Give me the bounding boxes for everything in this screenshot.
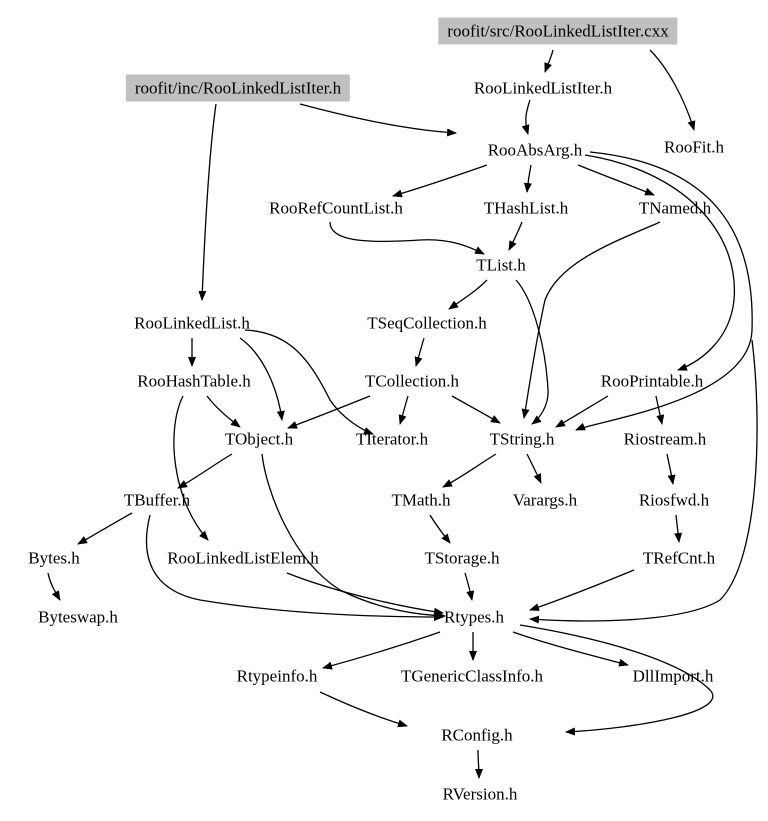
graph-node-roolinkedlistiter-h-inc[interactable]: roofit/inc/RooLinkedListIter.h <box>126 75 350 102</box>
graph-node-tlist-h[interactable]: TList.h <box>476 255 526 275</box>
graph-node-varargs-h[interactable]: Varargs.h <box>512 490 578 510</box>
graph-node-rversion-h[interactable]: RVersion.h <box>442 784 518 804</box>
graph-node-roorefcountlist-h[interactable]: RooRefCountList.h <box>269 198 403 218</box>
graph-node-tseqcollection-h[interactable]: TSeqCollection.h <box>367 313 487 333</box>
graph-node-riostream-h[interactable]: Riostream.h <box>623 429 707 449</box>
graph-node-tmath-h[interactable]: TMath.h <box>391 490 451 510</box>
graph-node-tnamed-h[interactable]: TNamed.h <box>638 198 712 218</box>
graph-node-tcollection-h[interactable]: TCollection.h <box>365 371 459 391</box>
graph-node-trefcnt-h[interactable]: TRefCnt.h <box>642 548 716 568</box>
graph-node-thashlist-h[interactable]: THashList.h <box>483 198 569 218</box>
graph-node-rooabsarg-h[interactable]: RooAbsArg.h <box>487 140 583 160</box>
graph-node-bytes-h[interactable]: Bytes.h <box>28 548 80 568</box>
graph-node-roolinkedlistelem-h[interactable]: RooLinkedListElem.h <box>167 548 319 568</box>
graph-node-tobject-h[interactable]: TObject.h <box>224 429 294 449</box>
graph-node-tstorage-h[interactable]: TStorage.h <box>424 548 500 568</box>
graph-node-roolinkedlist-h[interactable]: RooLinkedList.h <box>134 313 250 333</box>
graph-node-rtypes-h[interactable]: Rtypes.h <box>444 607 504 627</box>
graph-node-tbuffer-h[interactable]: TBuffer.h <box>123 490 191 510</box>
graph-node-riosfwd-h[interactable]: Riosfwd.h <box>638 490 710 510</box>
graph-node-roolinkedlistiter-cxx[interactable]: roofit/src/RooLinkedListIter.cxx <box>438 18 677 45</box>
graph-node-rtypeinfo-h[interactable]: Rtypeinfo.h <box>236 666 318 686</box>
graph-node-titerator-h[interactable]: TIterator.h <box>355 429 429 449</box>
graph-node-tgenericclassinfo-h[interactable]: TGenericClassInfo.h <box>400 666 544 686</box>
graph-node-dllimport-h[interactable]: DllImport.h <box>632 666 714 686</box>
graph-node-roofit-h[interactable]: RooFit.h <box>664 137 724 157</box>
graph-node-byteswap-h[interactable]: Byteswap.h <box>38 607 118 627</box>
graph-node-roohashtable-h[interactable]: RooHashTable.h <box>137 371 251 391</box>
graph-node-rconfig-h[interactable]: RConfig.h <box>441 725 513 745</box>
graph-node-rooprintable-h[interactable]: RooPrintable.h <box>600 371 704 391</box>
graph-node-roolinkedlistiter-h[interactable]: RooLinkedListIter.h <box>473 78 613 98</box>
graph-node-tstring-h[interactable]: TString.h <box>489 429 555 449</box>
